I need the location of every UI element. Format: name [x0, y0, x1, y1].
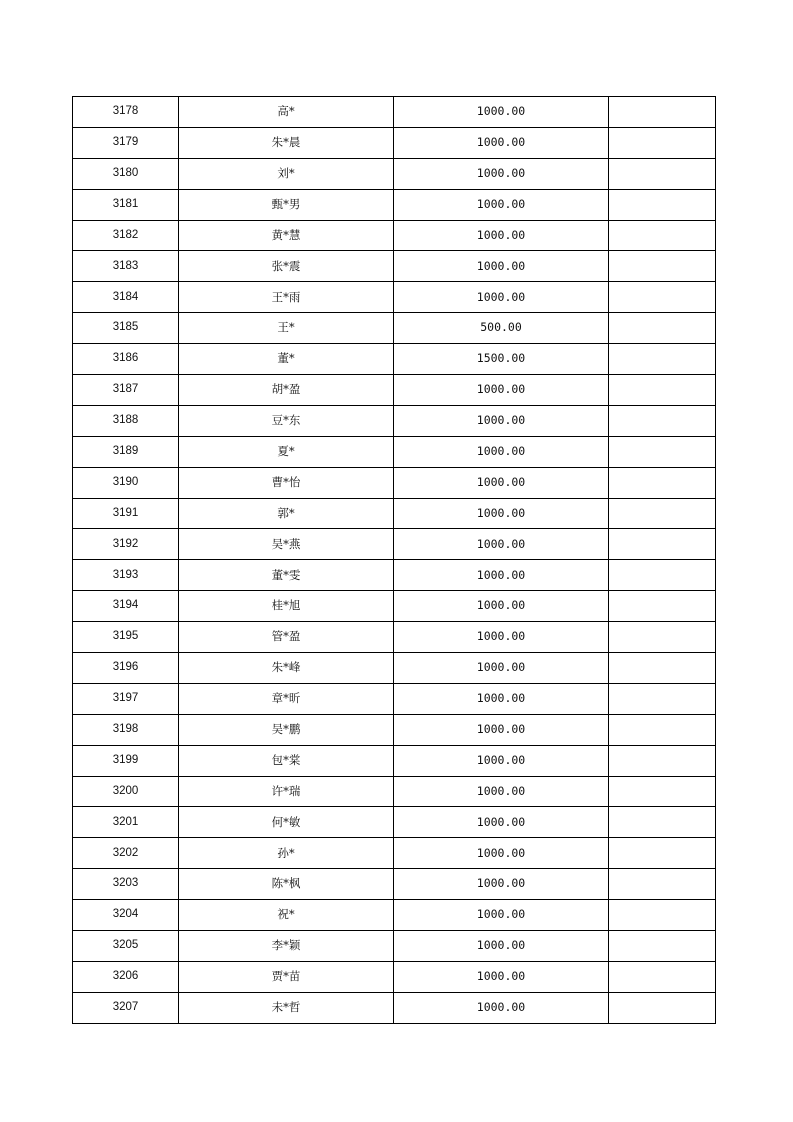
amount-cell: 1000.00 — [394, 900, 609, 931]
table-row — [73, 97, 716, 128]
row-number-cell: 3202 — [73, 838, 179, 869]
amount-cell: 1000.00 — [394, 931, 609, 962]
name-cell: 胡*盈 — [179, 375, 394, 406]
note-cell — [609, 467, 716, 498]
row-number-cell: 3207 — [73, 992, 179, 1023]
name-cell: 贾*苗 — [179, 961, 394, 992]
row-number-cell: 3188 — [73, 405, 179, 436]
table-row — [73, 838, 716, 869]
amount-cell: 1000.00 — [394, 992, 609, 1023]
amount-cell: 1000.00 — [394, 158, 609, 189]
row-number-cell: 3200 — [73, 776, 179, 807]
amount-cell: 1000.00 — [394, 683, 609, 714]
note-cell — [609, 529, 716, 560]
name-cell: 未*哲 — [179, 992, 394, 1023]
name-cell: 朱*峰 — [179, 653, 394, 684]
amount-cell: 1000.00 — [394, 405, 609, 436]
row-number-cell: 3190 — [73, 467, 179, 498]
note-cell — [609, 776, 716, 807]
row-number-cell: 3194 — [73, 591, 179, 622]
amount-cell: 1000.00 — [394, 97, 609, 128]
table-row — [73, 467, 716, 498]
note-cell — [609, 838, 716, 869]
amount-cell: 1000.00 — [394, 436, 609, 467]
row-number-cell: 3178 — [73, 97, 179, 128]
note-cell — [609, 436, 716, 467]
name-cell: 董*雯 — [179, 560, 394, 591]
table-row — [73, 405, 716, 436]
note-cell — [609, 560, 716, 591]
name-cell: 黄*慧 — [179, 220, 394, 251]
name-cell: 章*昕 — [179, 683, 394, 714]
note-cell — [609, 807, 716, 838]
note-cell — [609, 313, 716, 344]
note-cell — [609, 591, 716, 622]
amount-cell: 1000.00 — [394, 282, 609, 313]
note-cell — [609, 127, 716, 158]
table-row — [73, 992, 716, 1023]
amount-cell: 1000.00 — [394, 622, 609, 653]
table-row — [73, 529, 716, 560]
table-row — [73, 961, 716, 992]
row-number-cell: 3197 — [73, 683, 179, 714]
name-cell: 桂*旭 — [179, 591, 394, 622]
table-row — [73, 282, 716, 313]
row-number-cell: 3204 — [73, 900, 179, 931]
name-cell: 吴*鹏 — [179, 714, 394, 745]
name-cell: 许*瑞 — [179, 776, 394, 807]
row-number-cell: 3198 — [73, 714, 179, 745]
row-number-cell: 3180 — [73, 158, 179, 189]
name-cell: 王*雨 — [179, 282, 394, 313]
amount-cell: 1000.00 — [394, 745, 609, 776]
note-cell — [609, 189, 716, 220]
note-cell — [609, 931, 716, 962]
name-cell: 祝* — [179, 900, 394, 931]
name-cell: 李*颖 — [179, 931, 394, 962]
amount-cell: 1500.00 — [394, 344, 609, 375]
name-cell: 豆*东 — [179, 405, 394, 436]
amount-cell: 1000.00 — [394, 591, 609, 622]
row-number-cell: 3187 — [73, 375, 179, 406]
note-cell — [609, 961, 716, 992]
roster-table-body — [73, 97, 716, 1024]
amount-cell: 1000.00 — [394, 498, 609, 529]
note-cell — [609, 344, 716, 375]
name-cell: 高* — [179, 97, 394, 128]
note-cell — [609, 683, 716, 714]
row-number-cell: 3201 — [73, 807, 179, 838]
note-cell — [609, 405, 716, 436]
table-row — [73, 900, 716, 931]
name-cell: 吴*燕 — [179, 529, 394, 560]
amount-cell: 1000.00 — [394, 838, 609, 869]
amount-cell: 1000.00 — [394, 127, 609, 158]
amount-cell: 1000.00 — [394, 807, 609, 838]
amount-cell: 1000.00 — [394, 467, 609, 498]
name-cell: 孙* — [179, 838, 394, 869]
amount-cell: 1000.00 — [394, 220, 609, 251]
table-row — [73, 158, 716, 189]
table-row — [73, 344, 716, 375]
row-number-cell: 3192 — [73, 529, 179, 560]
amount-cell: 1000.00 — [394, 961, 609, 992]
note-cell — [609, 251, 716, 282]
row-number-cell: 3189 — [73, 436, 179, 467]
table-row — [73, 375, 716, 406]
note-cell — [609, 653, 716, 684]
note-cell — [609, 158, 716, 189]
row-number-cell: 3196 — [73, 653, 179, 684]
table-row — [73, 436, 716, 467]
amount-cell: 1000.00 — [394, 869, 609, 900]
amount-cell: 1000.00 — [394, 653, 609, 684]
row-number-cell: 3193 — [73, 560, 179, 591]
name-cell: 郭* — [179, 498, 394, 529]
row-number-cell: 3186 — [73, 344, 179, 375]
name-cell: 甄*男 — [179, 189, 394, 220]
table-row — [73, 498, 716, 529]
name-cell: 董* — [179, 344, 394, 375]
roster-table — [72, 96, 716, 1024]
row-number-cell: 3181 — [73, 189, 179, 220]
table-row — [73, 560, 716, 591]
table-row — [73, 869, 716, 900]
row-number-cell: 3183 — [73, 251, 179, 282]
table-row — [73, 251, 716, 282]
note-cell — [609, 714, 716, 745]
table-row — [73, 189, 716, 220]
row-number-cell: 3191 — [73, 498, 179, 529]
table-row — [73, 313, 716, 344]
amount-cell: 1000.00 — [394, 251, 609, 282]
table-row — [73, 931, 716, 962]
note-cell — [609, 745, 716, 776]
row-number-cell: 3182 — [73, 220, 179, 251]
table-row — [73, 127, 716, 158]
row-number-cell: 3184 — [73, 282, 179, 313]
name-cell: 夏* — [179, 436, 394, 467]
amount-cell: 500.00 — [394, 313, 609, 344]
name-cell: 陈*枫 — [179, 869, 394, 900]
table-row — [73, 622, 716, 653]
name-cell: 刘* — [179, 158, 394, 189]
amount-cell: 1000.00 — [394, 714, 609, 745]
note-cell — [609, 992, 716, 1023]
name-cell: 曹*怡 — [179, 467, 394, 498]
table-row — [73, 683, 716, 714]
name-cell: 朱*晨 — [179, 127, 394, 158]
row-number-cell: 3205 — [73, 931, 179, 962]
name-cell: 管*盈 — [179, 622, 394, 653]
table-row — [73, 714, 716, 745]
note-cell — [609, 622, 716, 653]
name-cell: 包*棠 — [179, 745, 394, 776]
row-number-cell: 3185 — [73, 313, 179, 344]
amount-cell: 1000.00 — [394, 776, 609, 807]
note-cell — [609, 900, 716, 931]
row-number-cell: 3206 — [73, 961, 179, 992]
name-cell: 何*敏 — [179, 807, 394, 838]
name-cell: 张*震 — [179, 251, 394, 282]
table-row — [73, 745, 716, 776]
note-cell — [609, 282, 716, 313]
table-row — [73, 653, 716, 684]
note-cell — [609, 97, 716, 128]
name-cell: 王* — [179, 313, 394, 344]
note-cell — [609, 869, 716, 900]
table-row — [73, 807, 716, 838]
note-cell — [609, 498, 716, 529]
amount-cell: 1000.00 — [394, 189, 609, 220]
table-row — [73, 220, 716, 251]
row-number-cell: 3195 — [73, 622, 179, 653]
note-cell — [609, 220, 716, 251]
row-number-cell: 3199 — [73, 745, 179, 776]
amount-cell: 1000.00 — [394, 560, 609, 591]
table-row — [73, 776, 716, 807]
amount-cell: 1000.00 — [394, 375, 609, 406]
note-cell — [609, 375, 716, 406]
row-number-cell: 3203 — [73, 869, 179, 900]
amount-cell: 1000.00 — [394, 529, 609, 560]
row-number-cell: 3179 — [73, 127, 179, 158]
table-row — [73, 591, 716, 622]
